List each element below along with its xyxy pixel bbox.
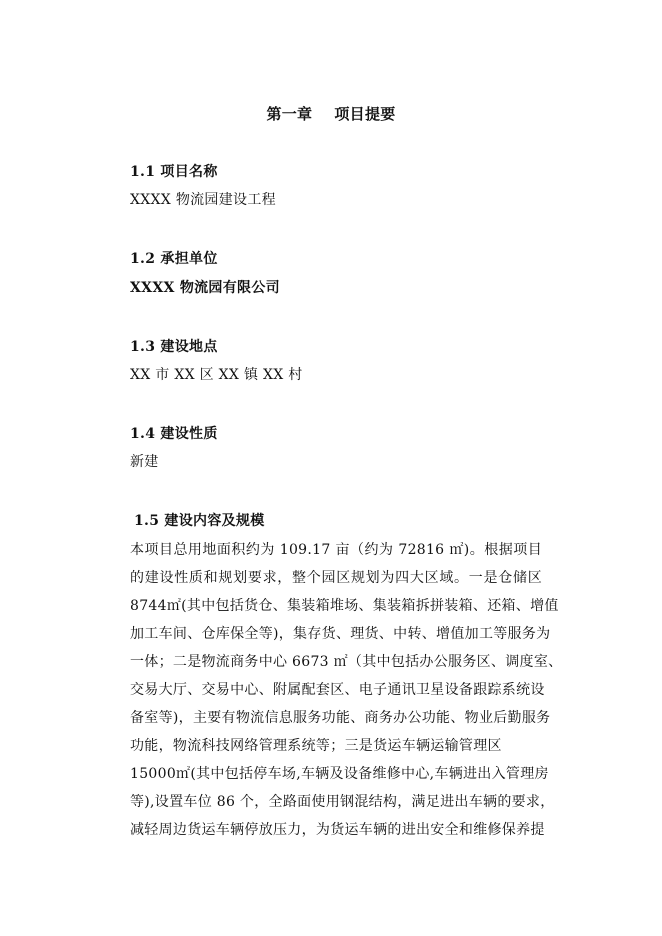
paragraph-line: 8744㎡(其中包括货仓、集装箱堆场、集装箱拆拼装箱、还箱、增值 <box>130 598 559 614</box>
chapter-title <box>0 105 662 123</box>
paragraph-line: 等),设置车位 86 个，全路面使用钢混结构，满足进出车辆的要求， <box>130 794 555 810</box>
paragraph-line: 15000㎡(其中包括停车场,车辆及设备维修中心,车辆进出入管理房 <box>130 766 549 782</box>
paragraph-line: 交易大厅、交易中心、附属配套区、电子通讯卫星设备跟踪系统设 <box>130 682 545 698</box>
construction-site: XX 市 XX 区 XX 镇 XX 村 <box>130 367 303 383</box>
paragraph-line: 加工车间、仓库保全等)，集存货、理货、中转、增值加工等服务为 <box>130 626 551 642</box>
construction-nature: 新建 <box>130 454 159 470</box>
paragraph-line: 减轻周边货运车辆停放压力，为货运车辆的进出安全和维修保养提 <box>130 822 545 838</box>
section-1-5-heading: 1.5 建设内容及规模 <box>134 513 265 529</box>
paragraph-line: 功能，物流科技网络管理系统等；三是货运车辆运输管理区 <box>130 738 502 754</box>
undertaking-unit: XXXX 物流园有限公司 <box>130 280 280 296</box>
section-1-2-heading: 1.2 承担单位 <box>130 251 218 267</box>
paragraph-line: 一体；二是物流商务中心 6673 ㎡（其中包括办公服务区、调度室、 <box>130 654 563 670</box>
paragraph-line: 备室等)，主要有物流信息服务功能、商务办公功能、物业后勤服务 <box>130 710 551 726</box>
section-1-4-heading: 1.4 建设性质 <box>130 426 218 442</box>
paragraph-line: 本项目总用地面积约为 109.17 亩（约为 72816 ㎡)。根据项目 <box>130 542 542 558</box>
paragraph-line: 的建设性质和规划要求，整个园区规划为四大区域。一是仓储区 <box>130 570 542 586</box>
section-1-3-heading: 1.3 建设地点 <box>130 339 218 355</box>
project-name: XXXX 物流园建设工程 <box>130 192 276 208</box>
chapter-name: 项目提要 <box>334 105 396 123</box>
section-1-1-heading: 1.1 项目名称 <box>130 164 218 180</box>
chapter-number: 第一章 <box>266 105 313 123</box>
